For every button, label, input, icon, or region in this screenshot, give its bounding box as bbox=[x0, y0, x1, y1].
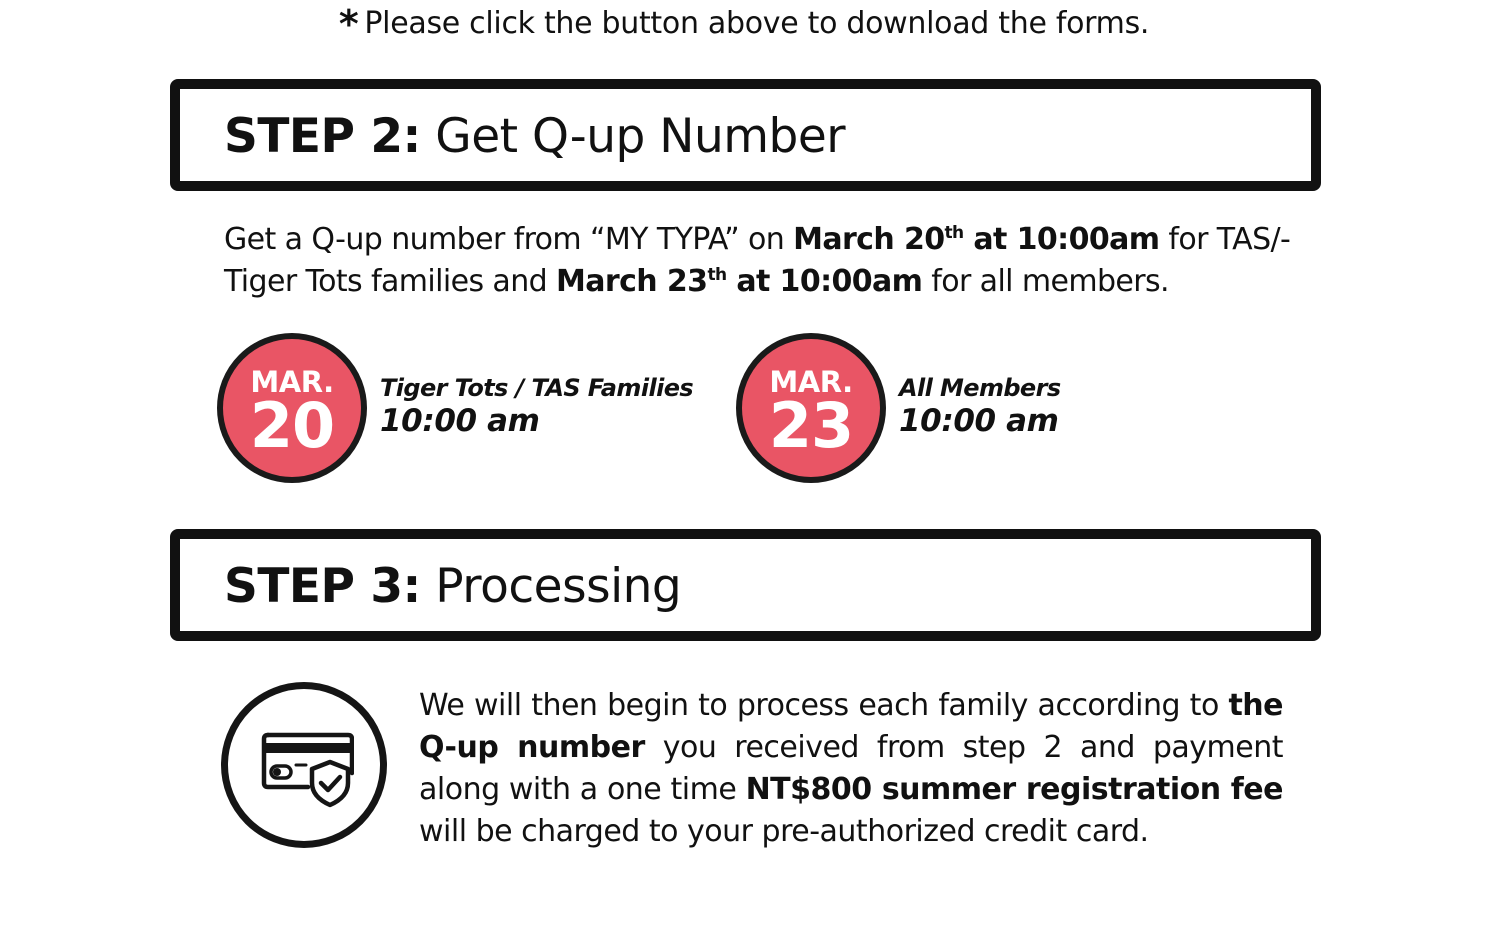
desc-text: you received from step 2 and payment along with a one time bbox=[419, 730, 1283, 807]
date-emphasis: March 23 bbox=[556, 264, 708, 299]
date-audience: Tiger Tots / TAS Families bbox=[380, 374, 694, 402]
date-emphasis: March 20 bbox=[793, 222, 945, 257]
fee-emphasis: NT$800 summer registration fee bbox=[745, 772, 1283, 807]
time-emphasis: at 10:00am bbox=[726, 264, 923, 299]
ordinal-suffix: th bbox=[944, 223, 964, 243]
date-info-mar-23 bbox=[899, 373, 1061, 439]
credit-card-shield-icon bbox=[221, 682, 387, 848]
time-emphasis: at 10:00am bbox=[963, 222, 1160, 257]
step-3-heading: Processing bbox=[435, 559, 682, 614]
date-badge-month: MAR. bbox=[769, 365, 853, 399]
date-badge-month: MAR. bbox=[250, 365, 334, 399]
step-3-description bbox=[419, 685, 1283, 853]
desc-text: Get a Q-up number from “MY TYPA” on bbox=[224, 222, 794, 257]
date-badge-day: 20 bbox=[249, 389, 335, 462]
step-3-label: STEP 3: bbox=[224, 559, 421, 614]
desc-text: We will then begin to process each family according to bbox=[419, 688, 1229, 723]
step-2-header bbox=[170, 79, 1321, 191]
step-2-heading: Get Q-up Number bbox=[435, 109, 846, 164]
step-2-title bbox=[224, 107, 845, 167]
asterisk-icon: * bbox=[338, 2, 359, 46]
q-up-emphasis: the Q-up number bbox=[419, 688, 1283, 765]
step-3-header bbox=[170, 529, 1321, 641]
date-info-mar-20 bbox=[380, 373, 693, 439]
credit-card-shield-glyph bbox=[254, 725, 354, 811]
step-2-label: STEP 2: bbox=[224, 109, 421, 164]
date-badge-mar-23 bbox=[736, 333, 886, 483]
date-audience: All Members bbox=[899, 374, 1061, 402]
download-note-text: Please click the button above to download the forms. bbox=[364, 6, 1150, 41]
download-note bbox=[0, 4, 1488, 44]
date-badge-mar-20 bbox=[217, 333, 367, 483]
step-2-description bbox=[224, 219, 1304, 303]
ordinal-suffix: th bbox=[707, 265, 727, 285]
date-badge-day: 23 bbox=[768, 389, 854, 462]
desc-text: for all members. bbox=[922, 264, 1169, 299]
desc-text: will be charged to your pre-authorized credit card. bbox=[419, 814, 1149, 849]
date-time: 10:00 am bbox=[899, 403, 1059, 439]
date-time: 10:00 am bbox=[380, 403, 540, 439]
step-3-title bbox=[224, 557, 681, 617]
desc-text: for TAS/-Tiger Tots families and bbox=[224, 222, 1291, 299]
